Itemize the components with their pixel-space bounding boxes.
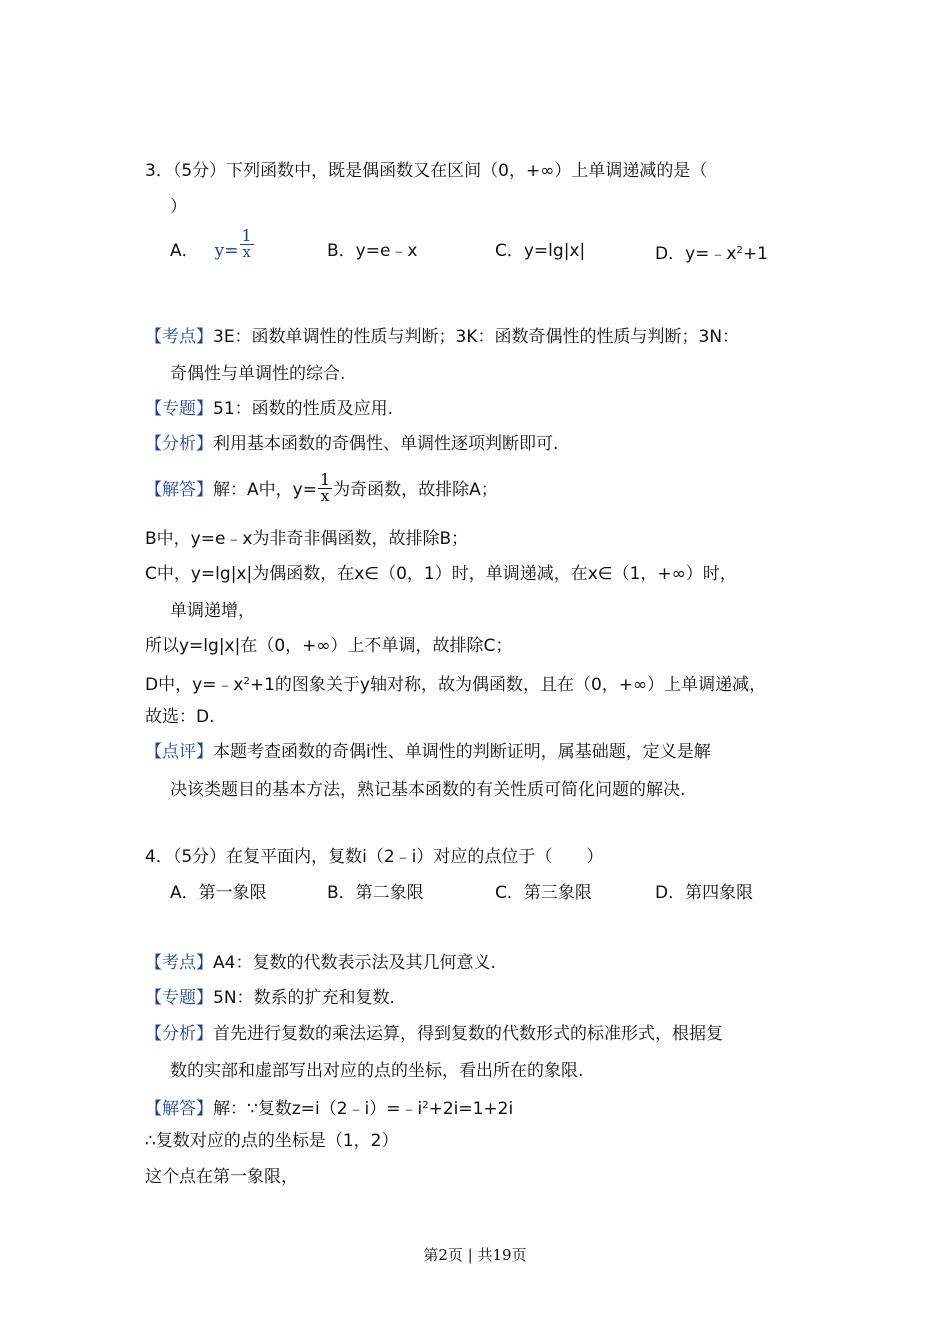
q3-option-a-numerator: 1: [241, 226, 252, 245]
q4-jieda-sup: 2: [422, 1100, 429, 1111]
q3-option-c: C．y=lg|x|: [495, 241, 586, 261]
q4-jieda-text-post: +2i=1+2i: [428, 1099, 514, 1119]
q4-jieda-tag: 【解答】: [145, 1099, 213, 1119]
q3-jieda-final: 故选：D.: [145, 707, 215, 727]
fenxi-tag: 【分析】: [145, 434, 213, 454]
q3-option-a-fraction: [240, 228, 254, 260]
q3-question-line2: ）: [170, 197, 187, 217]
zhuanti-tag: 【专题】: [145, 399, 213, 419]
q3-jieda-line-d: [145, 671, 766, 696]
q3-option-d-prefix: D．y=﹣x: [655, 244, 737, 264]
page-footer: 第2页 | 共19页: [423, 1246, 527, 1264]
q3-dianping: [145, 741, 711, 763]
q4-jieda-line3: 这个点在第一象限，: [145, 1167, 298, 1187]
q3-fenxi: [145, 433, 558, 455]
q4-fenxi: [145, 1023, 723, 1045]
q4-option-d: D．第四象限: [655, 883, 754, 903]
q3-options: [170, 226, 820, 276]
jieda-fraction: [318, 472, 332, 504]
q3-option-d-suffix: +1: [742, 244, 768, 264]
q4-options: [170, 882, 820, 906]
jieda-fraction-denominator: x: [320, 487, 330, 505]
q3-kaodian: [145, 326, 739, 348]
q4-fenxi-line2: 数的实部和虚部写出对应的点的坐标，看出所在的象限.: [170, 1061, 584, 1081]
q4-jieda-text-pre: 解：∵复数z=i（2﹣i）=﹣i: [213, 1099, 423, 1119]
kaodian-text: 3E：函数单调性的性质与判断；3K：函数奇偶性的性质与判断；3N：: [213, 327, 740, 347]
q4-option-b: B．第二象限: [327, 883, 424, 903]
q3-kaodian-line2: 奇偶性与单调性的综合.: [170, 364, 346, 384]
q3-jieda-line-c2: 单调递增，: [170, 601, 255, 621]
jieda-tag: 【解答】: [145, 480, 213, 500]
q4-kaodian: [145, 952, 496, 974]
q3-jieda-line-so: 所以y=lg|x|在（0，+∞）上不单调，故排除C；: [145, 636, 513, 656]
q3-option-a-denominator: x: [242, 243, 251, 261]
q3-option-a: [170, 226, 255, 262]
kaodian-tag: 【考点】: [145, 327, 213, 347]
dianping-tag: 【点评】: [145, 742, 213, 762]
q3-dianping-line2: 决该类题目的基本方法，熟记基本函数的有关性质可简化问题的解决.: [170, 780, 686, 800]
q3-jieda-line-c1: C中，y=lg|x|为偶函数，在x∈（0，1）时，单调递减，在x∈（1，+∞）时，: [145, 564, 737, 584]
zhuanti-text: 51：函数的性质及应用.: [213, 399, 394, 419]
q3-option-d-sup: 2: [736, 245, 743, 256]
q4-zhuanti-text: 5N：数系的扩充和复数.: [213, 988, 395, 1008]
q4-fenxi-text: 首先进行复数的乘法运算，得到复数的代数形式的标准形式，根据复: [213, 1024, 723, 1044]
q4-fenxi-tag: 【分析】: [145, 1024, 213, 1044]
q3-question-line1: 3．（5分）下列函数中，既是偶函数又在区间（0，+∞）上单调递减的是（: [145, 161, 708, 181]
q4-zhuanti-tag: 【专题】: [145, 988, 213, 1008]
q3-zhuanti: [145, 398, 393, 420]
q4-jieda-line2: ∴复数对应的点的坐标是（1，2）: [145, 1131, 399, 1151]
q4-option-a: A．第一象限: [170, 883, 267, 903]
jieda-line-d-sup: 2: [243, 676, 250, 687]
q4-zhuanti: [145, 987, 395, 1009]
jieda-text-post: 为奇函数，故排除A；: [333, 480, 498, 500]
q3-option-a-label: A．: [170, 241, 199, 261]
q4-kaodian-text: A4：复数的代数表示法及其几何意义.: [213, 953, 496, 973]
q4-kaodian-tag: 【考点】: [145, 953, 213, 973]
q4-option-c: C．第三象限: [495, 883, 592, 903]
q3-option-b: B．y=e﹣x: [327, 241, 418, 261]
q4-jieda: [145, 1095, 513, 1120]
q3-jieda-line-b: B中，y=e﹣x为非奇非偶函数，故排除B；: [145, 529, 469, 549]
jieda-line-d-post: +1的图象关于y轴对称，故为偶函数，且在（0，+∞）上单调递减，: [249, 675, 767, 695]
dianping-text: 本题考查函数的奇偶i性、单调性的判断证明，属基础题，定义是解: [213, 742, 711, 762]
jieda-text-pre: 解：A中，y=: [213, 480, 317, 500]
q3-jieda: [145, 470, 498, 505]
q4-question: 4．（5分）在复平面内，复数i（2﹣i）对应的点位于（ ）: [145, 847, 604, 867]
q3-option-a-lhs: y=: [214, 241, 239, 261]
q3-option-d: [655, 240, 768, 265]
fenxi-text: 利用基本函数的奇偶性、单调性逐项判断即可.: [213, 434, 559, 454]
jieda-fraction-numerator: 1: [319, 470, 331, 489]
jieda-line-d-pre: D中，y=﹣x: [145, 675, 244, 695]
